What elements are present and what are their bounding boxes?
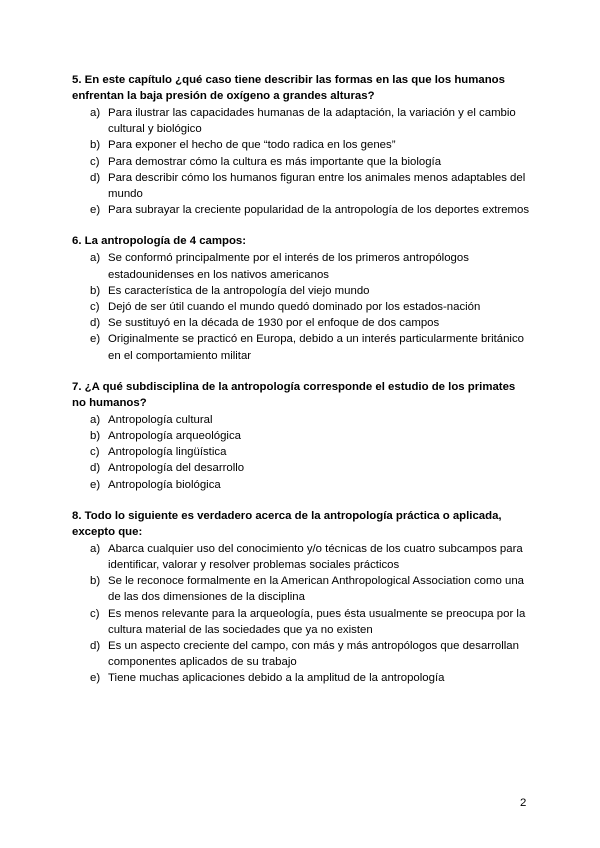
option-e: e) Antropología biológica (90, 478, 221, 491)
option-e: e) Originalmente se practicó en Europa, debido a un interés particularmente británico en el comportamiento militar (90, 333, 524, 362)
options-list (72, 412, 532, 493)
option-c: c) Antropología lingüística (90, 446, 227, 459)
option-text: Antropología arqueológica (108, 430, 241, 443)
options-list (72, 105, 532, 218)
page-number: 2 (520, 797, 527, 809)
option-text: Antropología cultural (108, 413, 213, 426)
question-title: 6. La antropología de 4 campos: (72, 235, 247, 248)
option-text: Antropología biológica (108, 478, 221, 491)
option-text: Tiene muchas aplicaciones debido a la amplitud de la antropología (108, 672, 445, 685)
options-list (72, 541, 532, 687)
option-text: Abarca cualquier uso del conocimiento y/o técnicas de los cuatro subcampos para identificar, valorar y resolver problemas sociales prácticos (108, 542, 523, 572)
option-d: d) Es un aspecto creciente del campo, con más y más antropólogos que desarrollan componentes aplicados de su trabajo (90, 640, 519, 669)
option-text: Se sustituyó en la década de 1930 por el enfoque de dos campos (108, 317, 440, 330)
option-text: Originalmente se practicó en Europa, debido a un interés particularmente británico en el comportamiento militar (108, 333, 524, 362)
question-title: 7. ¿A qué subdisciplina de la antropología corresponde el estudio de los primates no humanos? (72, 380, 516, 409)
option-text: Es característica de la antropología del viejo mundo (108, 284, 370, 297)
option-text: Para demostrar cómo la cultura es más importante que la biología (108, 155, 442, 168)
option-text: Dejó de ser útil cuando el mundo quedó dominado por los estados-nación (108, 301, 481, 314)
option-a: a) Abarca cualquier uso del conocimiento y/o técnicas de los cuatro subcampos para identificar, valorar y resolver problemas sociales prácticos (90, 542, 523, 572)
option-text: Es menos relevante para la arqueología, pues ésta usualmente se preocupa por la cultura material de las sociedades que ya no existen (108, 607, 526, 636)
option-d: d) Para describir cómo los humanos figuran entre los animales menos adaptables del mundo (90, 171, 526, 201)
question-6 (72, 233, 532, 363)
option-e: e) Para subrayar la creciente popularidad de la antropología de los deportes extremos (90, 204, 530, 217)
option-c: c) Para demostrar cómo la cultura es más importante que la biología (90, 155, 442, 168)
option-b: b) Se le reconoce formalmente en la American Anthropological Association como una de las dos dimensiones de la disciplina (90, 575, 524, 604)
option-text: Antropología del desarrollo (108, 462, 245, 475)
option-text: Para exponer el hecho de que “todo radica en los genes” (108, 139, 396, 152)
option-b: b) Es característica de la antropología del viejo mundo (90, 284, 370, 297)
option-text: Para describir cómo los humanos figuran entre los animales menos adaptables del mundo (108, 171, 526, 201)
option-d: d) Antropología del desarrollo (90, 462, 245, 475)
option-c: c) Es menos relevante para la arqueología, pues ésta usualmente se preocupa por la cultura material de las sociedades que ya no existen (90, 607, 526, 636)
option-text: Se conformó principalmente por el interés de los primeros antropólogos estadounidenses en los nativos americanos (108, 252, 469, 281)
option-b: b) Para exponer el hecho de que “todo radica en los genes” (90, 139, 396, 152)
option-text: Es un aspecto creciente del campo, con más y más antropólogos que desarrollan componentes aplicados de su trabajo (108, 640, 519, 669)
document-page (72, 72, 532, 702)
question-title: 5. En este capítulo ¿qué caso tiene describir las formas en las que los humanos enfrentan la baja presión de oxígeno a grandes alturas? (72, 74, 505, 102)
option-text: Para subrayar la creciente popularidad de la antropología de los deportes extremos (108, 204, 530, 217)
options-list (72, 250, 532, 363)
option-e: e) Tiene muchas aplicaciones debido a la amplitud de la antropología (90, 672, 445, 685)
question-7 (72, 379, 532, 493)
option-d: d) Se sustituyó en la década de 1930 por el enfoque de dos campos (90, 317, 440, 330)
question-5 (72, 72, 532, 218)
option-a: a) Se conformó principalmente por el interés de los primeros antropólogos estadounidenses en los nativos americanos (90, 252, 469, 281)
option-text: Se le reconoce formalmente en la American Anthropological Association como una de las dos dimensiones de la disciplina (108, 575, 524, 604)
option-b: b) Antropología arqueológica (90, 430, 241, 443)
question-title: 8. Todo lo siguiente es verdadero acerca de la antropología práctica o aplicada, excepto que: (72, 509, 502, 538)
question-8 (72, 508, 532, 687)
option-text: Antropología lingüística (108, 446, 227, 459)
option-a: a) Antropología cultural (90, 413, 213, 426)
option-a: a) Para ilustrar las capacidades humanas de la adaptación, la variación y el cambio cultural y biológico (90, 107, 516, 136)
option-text: Para ilustrar las capacidades humanas de la adaptación, la variación y el cambio cultural y biológico (108, 107, 516, 136)
option-c: c) Dejó de ser útil cuando el mundo quedó dominado por los estados-nación (90, 301, 481, 314)
